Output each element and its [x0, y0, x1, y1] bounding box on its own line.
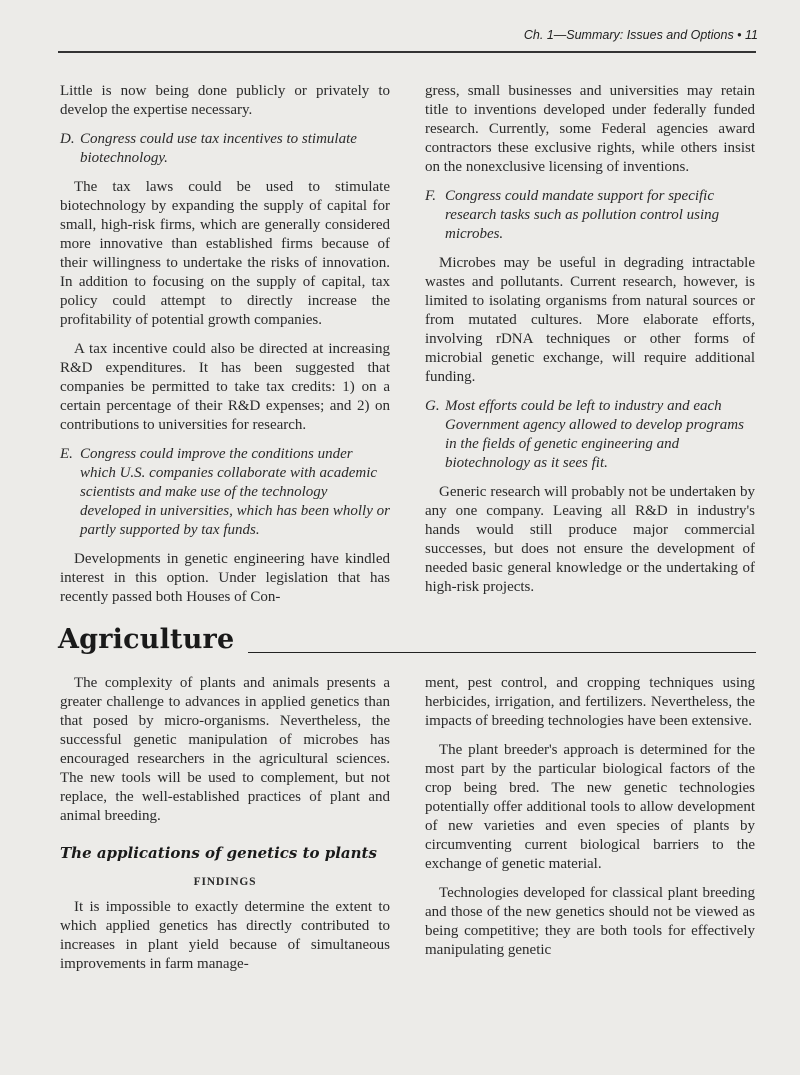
paragraph: The complexity of plants and animals presents a greater challenge to advances in applied genetics than that posed by micro-organisms. Nevertheless, the successful genetic manipulation of microbes has encouraged researchers in the agricultural sciences. The new tools will be used to complement, but not replace, the well-established practices of plant and animal breeding. — [60, 675, 390, 824]
paragraph: Technologies developed for classical plant breeding and those of the new genetics should not be viewed as being competitive; they are both tools for effectively manipulating genetic — [425, 885, 755, 958]
paragraph: The tax laws could be used to stimulate biotechnology by expanding the supply of capital for small, high-risk firms, which are generally considered more innovative than established firms because of their willingness to undertake the risks of innovation. In addition to focusing on the supply of capital, tax policy could attempt to directly increase the profitability of potential growth companies. — [60, 179, 390, 328]
column-3 — [60, 674, 390, 984]
column-4 — [425, 674, 755, 970]
section-title: Agriculture — [58, 624, 248, 655]
paragraph: A tax incentive could also be directed at increasing R&D expenditures. It has been suggested that companies be permitted to take tax credits: 1) on a certain percentage of their R&D expenses; and 2) on contributions to universities for research. — [60, 341, 390, 433]
column-1 — [60, 82, 390, 617]
option-letter: F. — [425, 188, 436, 204]
option-text: Congress could improve the conditions under which U.S. companies collaborate with academic scientists and make use of the technology developed in universities, which has been wholly or partly supported by tax funds. — [80, 446, 390, 538]
paragraph: gress, small businesses and universities may retain title to inventions developed under federally funded research. Currently, some Federal agencies award contractors these exclusive rights, while others insist on the nonexclusive licensing of inventions. — [425, 83, 755, 175]
section-rule — [230, 652, 756, 653]
paragraph: Developments in genetic engineering have kindled interest in this option. Under legislation that has recently passed both Houses of Con- — [60, 551, 390, 605]
option-text: Most efforts could be left to industry and each Government agency allowed to develop programs in the fields of genetic engineering and biotechnology as it sees fit. — [445, 398, 744, 471]
option-text: Congress could use tax incentives to stimulate biotechnology. — [80, 131, 357, 166]
column-2 — [425, 82, 755, 607]
section-heading — [58, 624, 756, 658]
option-g — [425, 397, 755, 473]
option-f — [425, 187, 755, 244]
paragraph: Little is now being done publicly or privately to develop the expertise necessary. — [60, 83, 390, 118]
findings-label: FINDINGS — [193, 876, 257, 888]
option-text: Congress could mandate support for specific research tasks such as pollution control using microbes. — [445, 188, 720, 242]
option-e — [60, 445, 390, 540]
paragraph: It is impossible to exactly determine the extent to which applied genetics has directly contributed to increases in plant yield because of simultaneous improvements in farm manage- — [60, 899, 390, 972]
paragraph: ment, pest control, and cropping techniques using herbicides, irrigation, and fertilizers. Nevertheless, the impacts of breeding technologies have been extensive. — [425, 675, 755, 729]
option-letter: E. — [60, 446, 73, 462]
header-rule — [58, 51, 756, 53]
paragraph: The plant breeder's approach is determined for the most part by the particular biological factors of the crop being bred. The new genetic technologies potentially offer additional tools to allow development of new varieties and even species of plants by circumventing current biological barriers to the exchange of genetic material. — [425, 742, 755, 872]
option-letter: D. — [60, 131, 75, 147]
running-head: Ch. 1—Summary: Issues and Options • 11 — [523, 28, 758, 42]
option-letter: G. — [425, 398, 440, 414]
paragraph: Microbes may be useful in degrading intractable wastes and pollutants. Current research, however, is limited to isolating organisms from natural sources or from mutated cultures. More elaborate efforts, involving rDNA techniques or other forms of microbial genetic exchange, will require additional funding. — [425, 255, 755, 385]
paragraph: Generic research will probably not be undertaken by any one company. Leaving all R&D in industry's hands would still produce major commercial successes, but does not ensure the development of needed basic general knowledge or the undertaking of high-risk projects. — [425, 484, 755, 595]
subheading: The applications of genetics to plants — [60, 844, 377, 862]
option-d — [60, 130, 390, 168]
